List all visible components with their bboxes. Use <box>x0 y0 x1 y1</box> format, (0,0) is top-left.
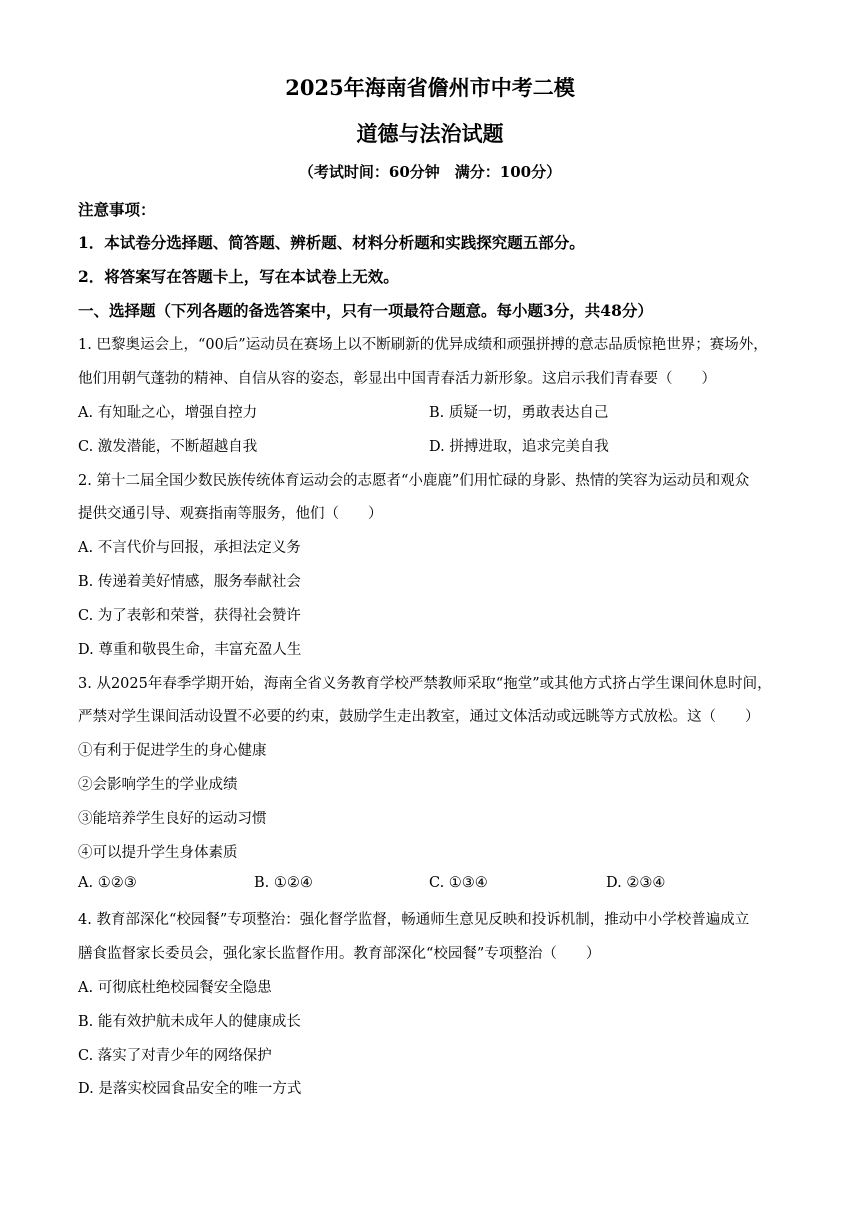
question-2-option-d: D. 尊重和敬畏生命，丰富充盈人生 <box>78 642 302 658</box>
question-1-stem-line: 他们用朝气蓬勃的精神、自信从容的姿态，彰显出中国青春活力新形象。这启示我们青春要（ ） <box>78 371 716 387</box>
question-1-option-d: D. 拼搏进取，追求完美自我 <box>429 439 609 455</box>
question-3-stem-line: 严禁对学生课间活动设置不必要的约束，鼓励学生走出教室，通过文体活动或远眺等方式放松。这（ ） <box>78 709 760 725</box>
question-3-option-b: B. ①②④ <box>254 875 313 891</box>
question-4-stem-line: 4. 教育部深化“校园餐”专项整治：强化督学监督，畅通师生意见反映和投诉机制，推动中小学校普遍成立 <box>78 912 750 928</box>
question-3-option-c: C. ①③④ <box>429 875 488 891</box>
question-4-option-c: C. 落实了对青少年的网络保护 <box>78 1048 272 1064</box>
question-2-stem-line: 2. 第十二届全国少数民族传统体育运动会的志愿者“小鹿鹿”们用忙碌的身影、热情的笑容为运动员和观众 <box>78 473 750 489</box>
question-3-stem-line: 3. 从2025年春季学期开始，海南全省义务教育学校严禁教师采取“拖堂”或其他方式挤占学生课间休息时间， <box>78 676 772 692</box>
question-3-statement: ②会影响学生的学业成绩 <box>78 777 238 793</box>
question-2-option-c: C. 为了表彰和荣誉，获得社会赞许 <box>78 608 301 624</box>
question-4-option-a: A. 可彻底杜绝校园餐安全隐患 <box>78 980 272 996</box>
notice-heading: 注意事项： <box>78 200 156 219</box>
question-2-option-b: B. 传递着美好情感，服务奉献社会 <box>78 574 301 590</box>
question-1-option-a: A. 有知耻之心，增强自控力 <box>78 405 258 421</box>
question-4-option-d: D. 是落实校园食品安全的唯一方式 <box>78 1081 302 1097</box>
question-4-stem-line: 膳食监督家长委员会，强化家长监督作用。教育部深化“校园餐”专项整治（ ） <box>78 946 601 962</box>
question-1-option-b: B. 质疑一切，勇敢表达自己 <box>429 405 609 421</box>
exam-title: 2025年海南省儋州市中考二模 <box>285 75 575 100</box>
question-3-statement: ④可以提升学生身体素质 <box>78 845 238 861</box>
question-2-option-a: A. 不言代价与回报，承担法定义务 <box>78 540 301 556</box>
question-3-statement: ①有利于促进学生的身心健康 <box>78 743 267 759</box>
exam-subject-title: 道德与法治试题 <box>356 121 504 146</box>
question-4-option-b: B. 能有效护航未成年人的健康成长 <box>78 1014 301 1030</box>
question-3-option-a: A. ①②③ <box>78 875 137 891</box>
notice-item: 2．将答案写在答题卡上，写在本试卷上无效。 <box>78 267 399 286</box>
question-1-option-c: C. 激发潜能，不断超越自我 <box>78 439 258 455</box>
section-heading: 一、选择题（下列各题的备选答案中，只有一项最符合题意。每小题3分，共48分） <box>78 301 653 320</box>
exam-info: （考试时间：60分钟 满分：100分） <box>298 163 562 181</box>
question-2-stem-line: 提供交通引导、观赛指南等服务，他们（ ） <box>78 506 383 522</box>
question-3-option-d: D. ②③④ <box>606 875 666 891</box>
question-1-stem-line: 1. 巴黎奥运会上，“00后”运动员在赛场上以不断刷新的优异成绩和顽强拼搏的意志品质惊艳世界；赛场外， <box>78 337 768 353</box>
question-3-statement: ③能培养学生良好的运动习惯 <box>78 811 267 827</box>
notice-item: 1．本试卷分选择题、简答题、辨析题、材料分析题和实践探究题五部分。 <box>78 233 585 252</box>
